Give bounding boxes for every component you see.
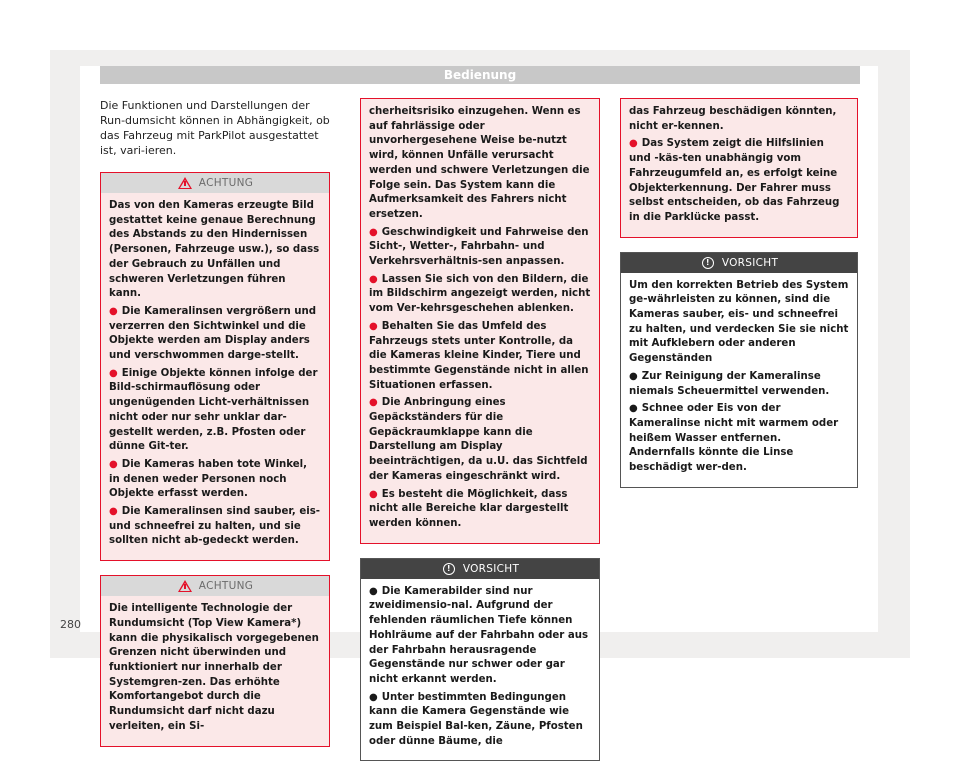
column-2 — [360, 98, 600, 761]
list-item: ● Die Kameralinsen sind sauber, eis- und schneefrei zu halten, und sie sollten nicht ab-gedeckt werden. — [109, 506, 321, 547]
list-item: ● Zur Reinigung der Kameralinse niemals Scheuermittel verwenden. — [629, 370, 830, 397]
bullet-icon: ● — [629, 403, 638, 415]
bullet-icon: ● — [369, 488, 378, 500]
bullet-icon: ● — [369, 585, 378, 597]
list-item: ● Behalten Sie das Umfeld des Fahrzeugs stets unter Kontrolle, da die Kameras kleine Kinder, Tiere und bestimmte Gegenstände nicht in allen Situationen erfassen. — [369, 320, 589, 391]
intro-paragraph: Die Funktionen und Darstellungen der Run-dumsicht können in Abhängigkeit, ob das Fahrzeug mit ParkPilot ausgestattet ist, vari-ieren. — [100, 99, 330, 157]
list-item: ● Die Anbringung eines Gepäckständers für die Gepäckraumklappe kann die Darstellung am Display beeinträchtigen, da u.U. das Sichtfeld der Kameras eingeschränkt wird. — [369, 397, 588, 482]
list-item: ● Unter bestimmten Bedingungen kann die Kamera Gegenstände wie zum Beispiel Bal-ken, Zäune, Pfosten oder dünne Bäume, die — [369, 691, 583, 747]
caution-lead: das Fahrzeug beschädigen könnten, nicht er-kennen. — [629, 106, 837, 132]
caution-title: VORSICHT — [462, 562, 520, 575]
bullet-icon: ● — [109, 305, 118, 317]
bullet-icon: ● — [369, 691, 378, 703]
warning-body — [101, 193, 329, 560]
list-item: ● Lassen Sie sich von den Bildern, die im Bildschirm angezeigt werden, nicht vom Ver-kehrsgeschehen ablenken. — [369, 273, 591, 315]
caution-body — [621, 273, 857, 487]
bullet-icon: ● — [369, 320, 378, 332]
warning-box-1 — [100, 172, 330, 561]
caution-box-1-continued — [620, 98, 858, 238]
caution-lead: Um den korrekten Betrieb des System ge-währleisten zu können, sind die Kameras sauber, eis- und schneefrei zu halten, und verdecken Sie sie nicht mit Aufklebern oder anderen Gegenständen — [629, 279, 849, 365]
caution-box-1 — [360, 558, 600, 761]
warning-title: ACHTUNG — [198, 177, 254, 189]
bullet-icon: ● — [109, 367, 118, 379]
warning-lead: cherheitsrisiko einzugehen. Wenn es auf fahrlässige oder unvorhergesehene Weise be-nutzt wird, können Unfälle verursacht werden und schwere Verletzungen die Folge sein. Das System kann die Aufmerksamkeit des Fahrers nicht ersetzen. — [369, 106, 590, 220]
warning-body — [361, 99, 599, 543]
list-item: ● Es besteht die Möglichkeit, dass nicht alle Bereiche klar dargestellt werden können. — [369, 488, 569, 529]
list-item: ● Die Kameras haben tote Winkel, in denen weder Personen noch Objekte erfasst werden. — [109, 458, 308, 500]
warning-triangle-icon — [177, 176, 193, 190]
caution-header — [361, 559, 599, 579]
column-1 — [100, 98, 330, 747]
warning-box-2-continued — [360, 98, 600, 544]
warning-body — [101, 596, 329, 745]
bullet-icon: ● — [369, 226, 378, 238]
bullet-icon: ● — [369, 397, 378, 409]
info-circle-icon: ! — [700, 256, 716, 270]
caution-header — [621, 253, 857, 273]
bullet-icon: ● — [109, 506, 118, 518]
warning-triangle-icon — [177, 579, 193, 593]
warning-box-2 — [100, 575, 330, 746]
warning-header — [101, 576, 329, 596]
bullet-icon: ● — [629, 138, 638, 150]
caution-body — [361, 579, 599, 761]
bullet-icon: ● — [109, 458, 118, 470]
info-circle-icon: ! — [441, 562, 457, 576]
list-item: ● Die Kamerabilder sind nur zweidimensio-nal. Aufgrund der fehlenden räumlichen Tiefe können Hohlräume auf der Fahrbahn oder aus der Fahrbahn herausragende Gegenstände nur schwer oder gar nicht erkannt werden. — [369, 585, 589, 685]
caution-title: VORSICHT — [721, 256, 779, 269]
column-3 — [620, 98, 858, 488]
caution-box-2 — [620, 252, 858, 488]
warning-lead: Das von den Kameras erzeugte Bild gestattet keine genaue Berechnung des Abstands zu den Hindernissen (Personen, Fahrzeuge usw.), so dass der Gebrauch zu Unfällen und schweren Verletzungen führen kann. — [109, 200, 320, 300]
bullet-icon: ● — [369, 273, 378, 285]
list-item: ● Die Kameralinsen vergrößern und verzerren den Sichtwinkel und die Objekte werden am Display anders und verschwommen darge-stellt. — [109, 305, 317, 362]
section-header: Bedienung — [100, 66, 860, 84]
list-item: ● Das System zeigt die Hilfslinien und -käs-ten unabhängig vom Fahrzeugumfeld an, es erfolgt keine Objekterkennung. Der Fahrer muss selbst entscheiden, ob das Fahrzeug in die Parklücke passt. — [629, 138, 840, 223]
list-item: ● Schnee oder Eis von der Kameralinse nicht mit warmem oder heißem Wasser entfernen. Andernfalls könnte die Linse beschädigt wer-den. — [629, 403, 839, 474]
list-item: ● Geschwindigkeit und Fahrweise den Sicht-, Wetter-, Fahrbahn- und Verkehrsverhältnis-sen anpassen. — [369, 226, 589, 268]
warning-title: ACHTUNG — [198, 580, 254, 593]
page-number: 280 — [60, 618, 81, 631]
list-item: ● Einige Objekte können infolge der Bild-schirmauflösung oder ungenügenden Licht-verhältnissen nicht oder nur sehr unklar dar-gestellt werden, z.B. Pfosten oder dünne Git-ter. — [109, 367, 318, 453]
warning-header — [101, 173, 329, 193]
bullet-icon: ● — [629, 370, 638, 382]
warning-lead: Die intelligente Technologie der Rundumsicht (Top View Kamera*) kann die physikalisch vorgegebenen Grenzen nicht überwinden und funktioniert nur innerhalb der Systemgren-zen. Das erhöhte Komfortangebot durch die Rundumsicht darf nicht dazu verleiten, ein Si- — [109, 603, 319, 732]
caution-body — [621, 99, 857, 237]
